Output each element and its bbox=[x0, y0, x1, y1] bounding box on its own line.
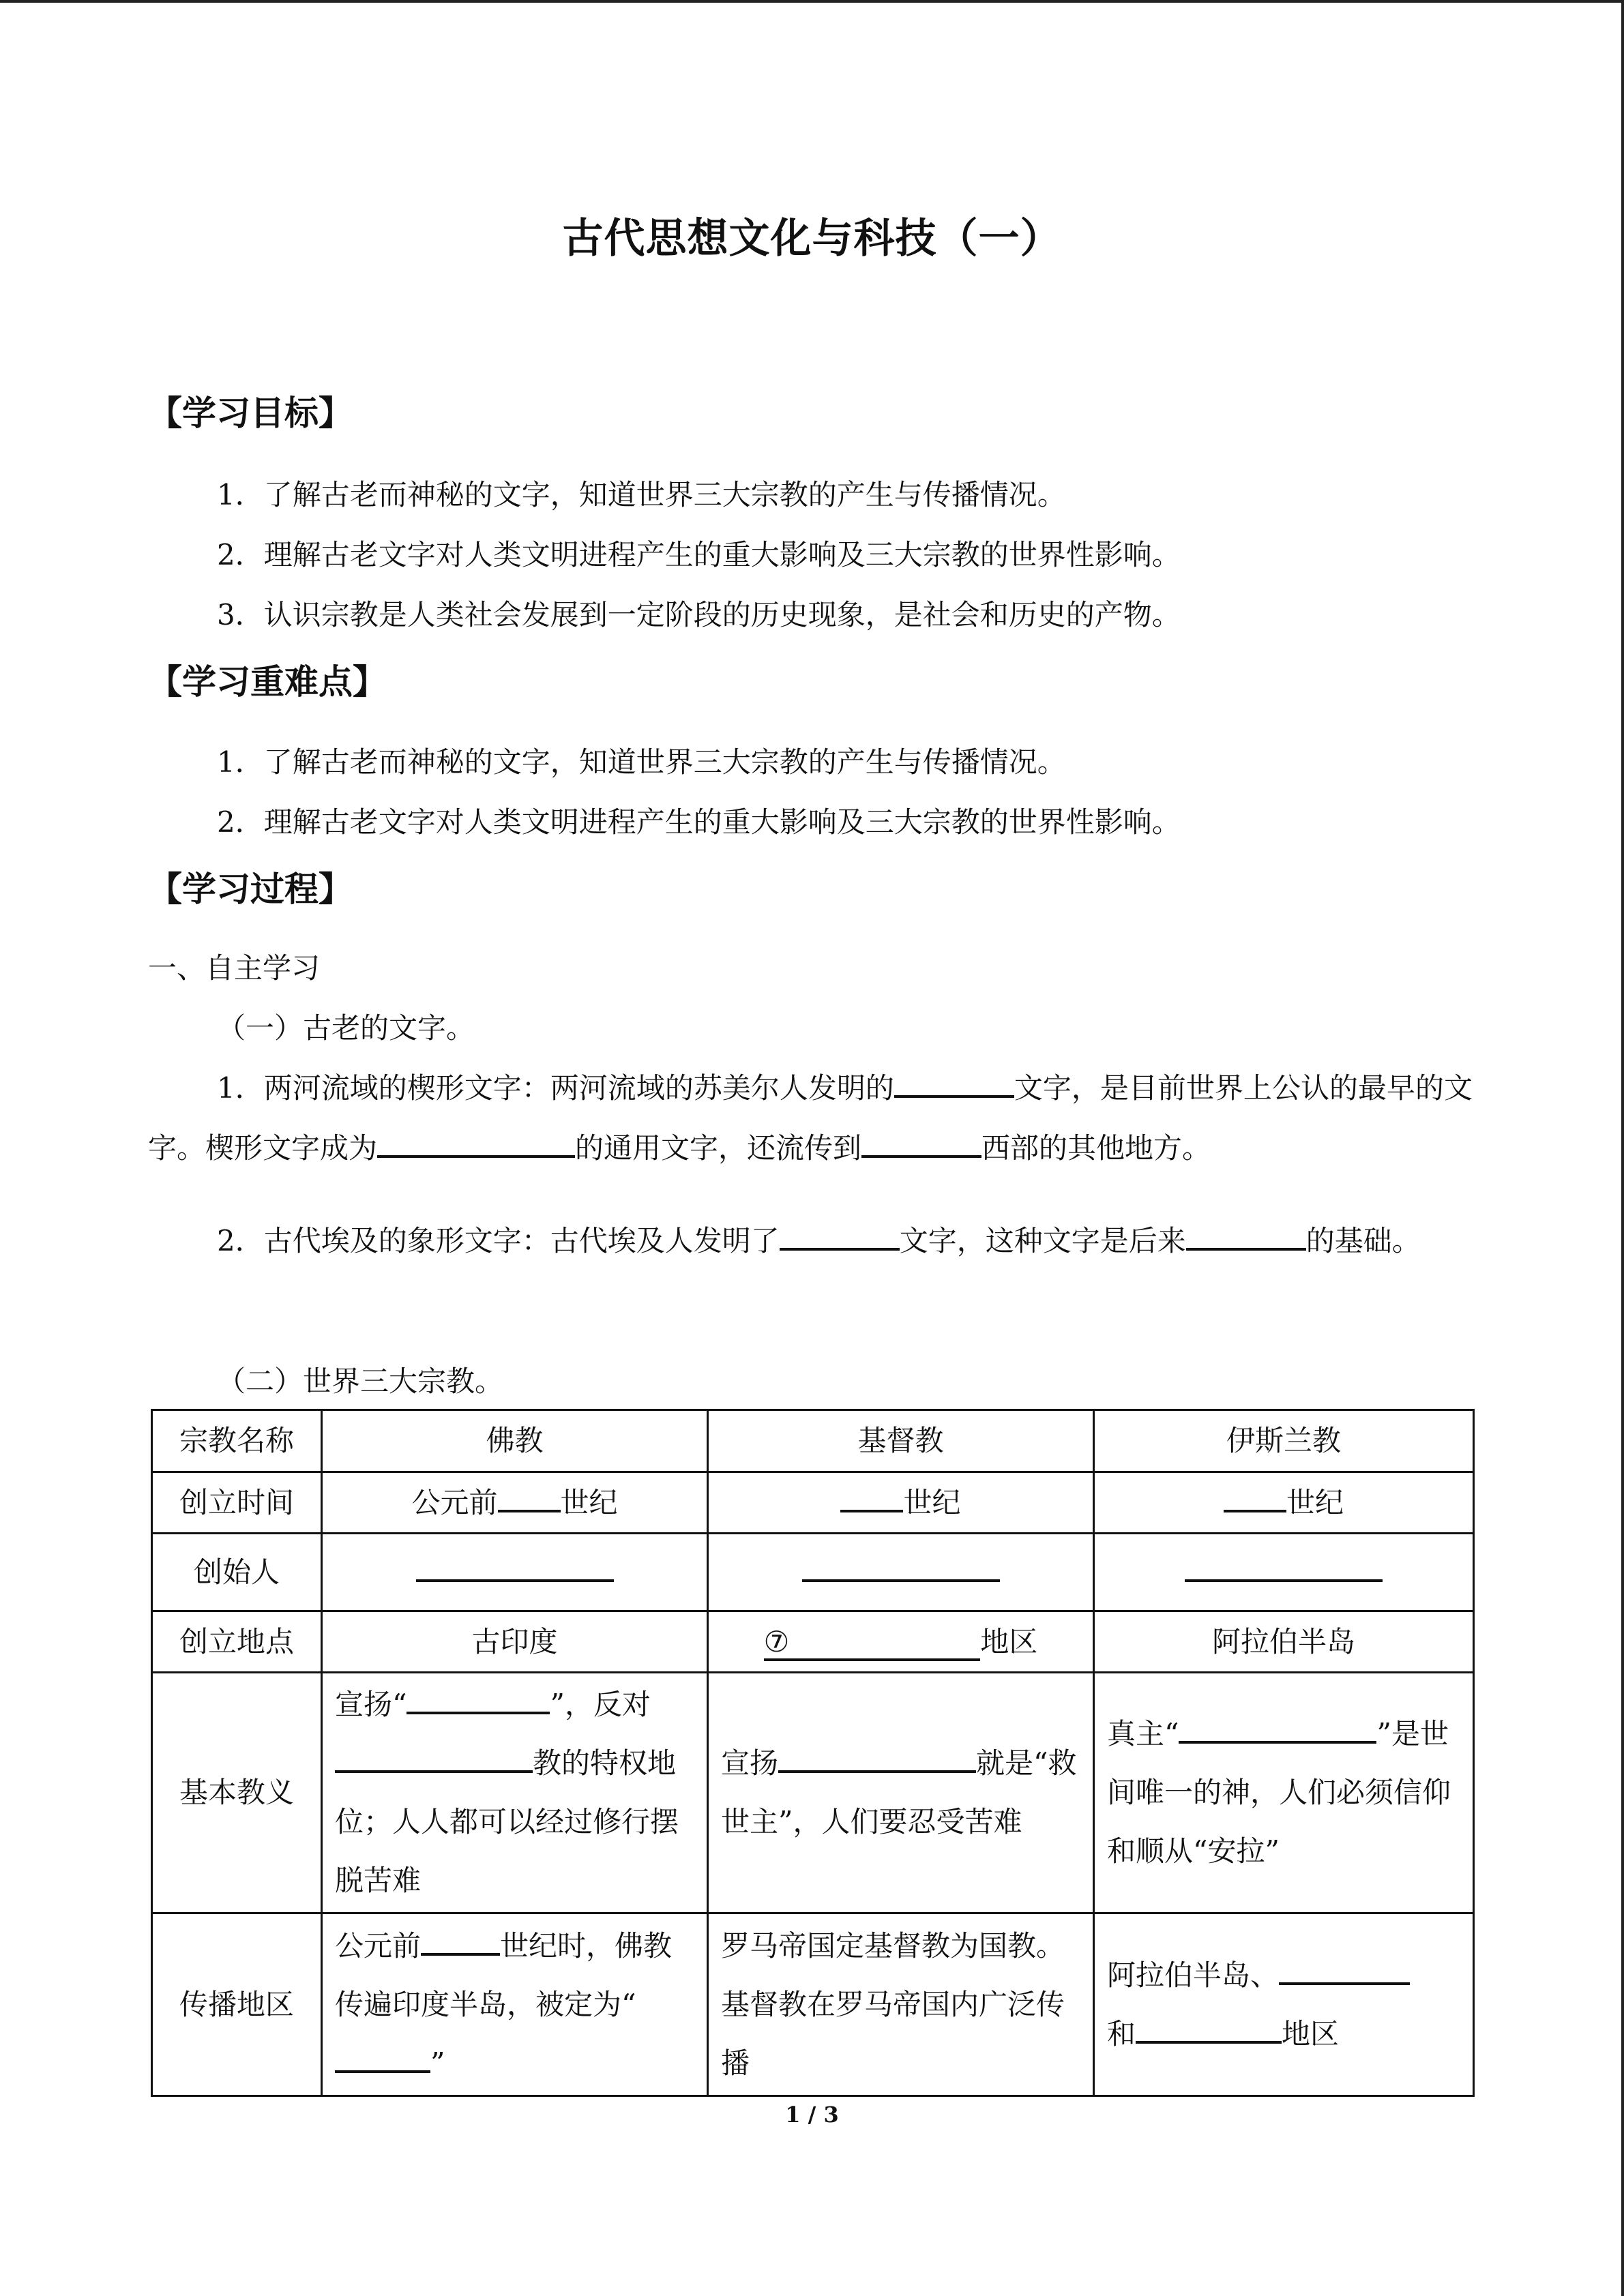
fill-blank-buddhism-founder[interactable] bbox=[416, 1552, 614, 1582]
page-right-border bbox=[1621, 0, 1624, 2296]
cell-christianity-doctrine bbox=[708, 1673, 1094, 1913]
spread-islam-text-c: 地区 bbox=[1282, 2016, 1340, 2051]
section-heading-key-points: 【学习重难点】 bbox=[148, 662, 387, 702]
doctrine-buddhism-text-b: ”，反对 bbox=[550, 1688, 651, 1721]
table-row-founding-place bbox=[152, 1611, 1474, 1673]
fill-blank-christianity-century[interactable] bbox=[840, 1482, 903, 1512]
section-heading-process: 【学习过程】 bbox=[148, 869, 353, 909]
goal-item-2: 2．理解古老文字对人类文明进程产生的重大影响及三大宗教的世界性影响。 bbox=[217, 538, 1181, 571]
cell-islam-time-century: 世纪 bbox=[1286, 1485, 1344, 1519]
cell-buddhism-time bbox=[322, 1472, 708, 1534]
cell-buddhism-time-prefix: 公元前 bbox=[411, 1485, 498, 1519]
fill-blank-islam-doctrine[interactable] bbox=[1179, 1714, 1376, 1744]
doctrine-islam-text-a: 真主“ bbox=[1107, 1717, 1179, 1750]
page-top-border bbox=[0, 0, 1624, 3]
fill-blank-islam-founder[interactable] bbox=[1185, 1552, 1383, 1582]
spread-islam-text-b: 和 bbox=[1107, 2016, 1136, 2051]
cell-christianity-time-century: 世纪 bbox=[903, 1485, 961, 1519]
cell-buddhism-spread bbox=[322, 1913, 708, 2096]
table-row-header bbox=[152, 1410, 1474, 1472]
subheading-three-religions: （二）世界三大宗教。 bbox=[217, 1365, 504, 1398]
fill-blank-islam-spread-2[interactable] bbox=[1136, 2014, 1282, 2044]
page-number: 1 / 3 bbox=[785, 2102, 839, 2128]
table-header-cell: 基督教 bbox=[708, 1410, 1094, 1472]
cell-islam-place: 阿拉伯半岛 bbox=[1094, 1611, 1474, 1673]
doctrine-christianity-text-a: 宣扬 bbox=[721, 1746, 779, 1780]
fill-blank-christianity-place[interactable] bbox=[764, 1625, 981, 1661]
cell-christianity-place bbox=[708, 1611, 1094, 1673]
goal-item-1: 1．了解古老而神秘的文字，知道世界三大宗教的产生与传播情况。 bbox=[217, 478, 1066, 511]
paragraph-cuneiform-text-b: 文字，是目前世界上公认的最早的文字。楔形文字成为 bbox=[148, 1071, 1473, 1165]
table-row-doctrine bbox=[152, 1673, 1474, 1913]
doctrine-christianity-text-b: 就是“救世主”，人们要忍受苦难 bbox=[721, 1746, 1077, 1838]
part-heading-self-study: 一、自主学习 bbox=[148, 951, 321, 985]
spread-buddhism-text-a: 公元前 bbox=[335, 1928, 422, 1963]
paragraph-cuneiform bbox=[148, 1058, 1473, 1178]
subheading-ancient-scripts: （一）古老的文字。 bbox=[217, 1011, 475, 1045]
fill-blank-buddhism-doctrine-1[interactable] bbox=[407, 1684, 550, 1714]
religions-table bbox=[151, 1409, 1475, 2097]
fill-blank-buddhism-doctrine-2[interactable] bbox=[335, 1743, 533, 1773]
table-row-spread bbox=[152, 1913, 1474, 2096]
fill-blank-buddhism-century[interactable] bbox=[498, 1482, 561, 1512]
cell-christianity-spread bbox=[708, 1913, 1094, 2096]
fill-blank-buddhism-spread-century[interactable] bbox=[421, 1926, 500, 1956]
paragraph-hieroglyphs-text-b: 文字，这种文字是后来 bbox=[899, 1224, 1186, 1257]
paragraph-cuneiform-text-a: 1．两河流域的楔形文字：两河流域的苏美尔人发明的 bbox=[217, 1071, 894, 1105]
cell-buddhism-doctrine bbox=[322, 1673, 708, 1913]
table-header-cell: 佛教 bbox=[322, 1410, 708, 1472]
fill-blank-christianity-founder[interactable] bbox=[802, 1552, 1000, 1582]
cell-christianity-time bbox=[708, 1472, 1094, 1534]
fill-blank-cuneiform-2[interactable] bbox=[377, 1128, 575, 1158]
cell-buddhism-place: 古印度 bbox=[322, 1611, 708, 1673]
key-point-item-2: 2．理解古老文字对人类文明进程产生的重大影响及三大宗教的世界性影响。 bbox=[217, 805, 1181, 839]
paragraph-cuneiform-text-d: 西部的其他地方。 bbox=[981, 1131, 1211, 1165]
spread-buddhism-text-c: ” bbox=[430, 2046, 445, 2080]
cell-islam-spread bbox=[1094, 1913, 1474, 2096]
fill-blank-hieroglyphs-2[interactable] bbox=[1186, 1221, 1306, 1251]
cell-islam-time bbox=[1094, 1472, 1474, 1534]
cell-christianity-founder bbox=[708, 1534, 1094, 1611]
row-label-doctrine: 基本教义 bbox=[152, 1673, 322, 1913]
cell-buddhism-time-century: 世纪 bbox=[560, 1485, 618, 1519]
table-header-cell: 宗教名称 bbox=[152, 1410, 322, 1472]
paragraph-cuneiform-text-c: 的通用文字，还流传到 bbox=[575, 1131, 862, 1165]
fill-blank-christianity-doctrine[interactable] bbox=[778, 1743, 976, 1773]
table-header-cell: 伊斯兰教 bbox=[1094, 1410, 1474, 1472]
fill-blank-cuneiform-3[interactable] bbox=[861, 1128, 981, 1158]
paragraph-hieroglyphs-text-c: 的基础。 bbox=[1305, 1224, 1421, 1257]
row-label-spread: 传播地区 bbox=[152, 1913, 322, 2096]
cell-islam-founder bbox=[1094, 1534, 1474, 1611]
fill-blank-hieroglyphs-1[interactable] bbox=[780, 1221, 900, 1251]
section-heading-goals: 【学习目标】 bbox=[148, 393, 353, 433]
paragraph-hieroglyphs-text-a: 2．古代埃及的象形文字：古代埃及人发明了 bbox=[217, 1224, 780, 1257]
fill-blank-islam-century[interactable] bbox=[1224, 1482, 1286, 1512]
cell-christianity-place-suffix: 地区 bbox=[980, 1624, 1038, 1658]
row-label-founder: 创始人 bbox=[152, 1534, 322, 1611]
key-point-item-1: 1．了解古老而神秘的文字，知道世界三大宗教的产生与传播情况。 bbox=[217, 745, 1066, 779]
spread-buddhism-text-b: 世纪时，佛教传遍印度半岛，被定为“ bbox=[335, 1928, 673, 2021]
spread-islam-text-a: 阿拉伯半岛、 bbox=[1107, 1958, 1280, 1992]
doctrine-buddhism-text-a: 宣扬“ bbox=[335, 1688, 407, 1721]
document-title: 古代思想文化与科技（一） bbox=[562, 215, 1062, 263]
table-row-founding-time bbox=[152, 1472, 1474, 1534]
question-number-7: ⑦ bbox=[763, 1624, 790, 1658]
fill-blank-islam-spread-1[interactable] bbox=[1279, 1955, 1410, 1985]
table-row-founder bbox=[152, 1534, 1474, 1611]
fill-blank-buddhism-spread-status[interactable] bbox=[335, 2043, 430, 2073]
cell-buddhism-founder bbox=[322, 1534, 708, 1611]
paragraph-hieroglyphs bbox=[148, 1211, 1473, 1271]
cell-islam-doctrine bbox=[1094, 1673, 1474, 1913]
doctrine-islam-text-b: ”是世间唯一的神，人们必须信仰和顺从“安拉” bbox=[1107, 1717, 1451, 1868]
row-label-founding-place: 创立地点 bbox=[152, 1611, 322, 1673]
fill-blank-cuneiform-1[interactable] bbox=[894, 1068, 1014, 1098]
row-label-founding-time: 创立时间 bbox=[152, 1472, 322, 1534]
goal-item-3: 3．认识宗教是人类社会发展到一定阶段的历史现象，是社会和历史的产物。 bbox=[217, 598, 1181, 631]
spread-christianity-text: 罗马帝国定基督教为国教。基督教在罗马帝国内广泛传播 bbox=[721, 1928, 1065, 2080]
doctrine-buddhism-text-c: 教的特权地位；人人都可以经过修行摆脱苦难 bbox=[335, 1746, 679, 1897]
